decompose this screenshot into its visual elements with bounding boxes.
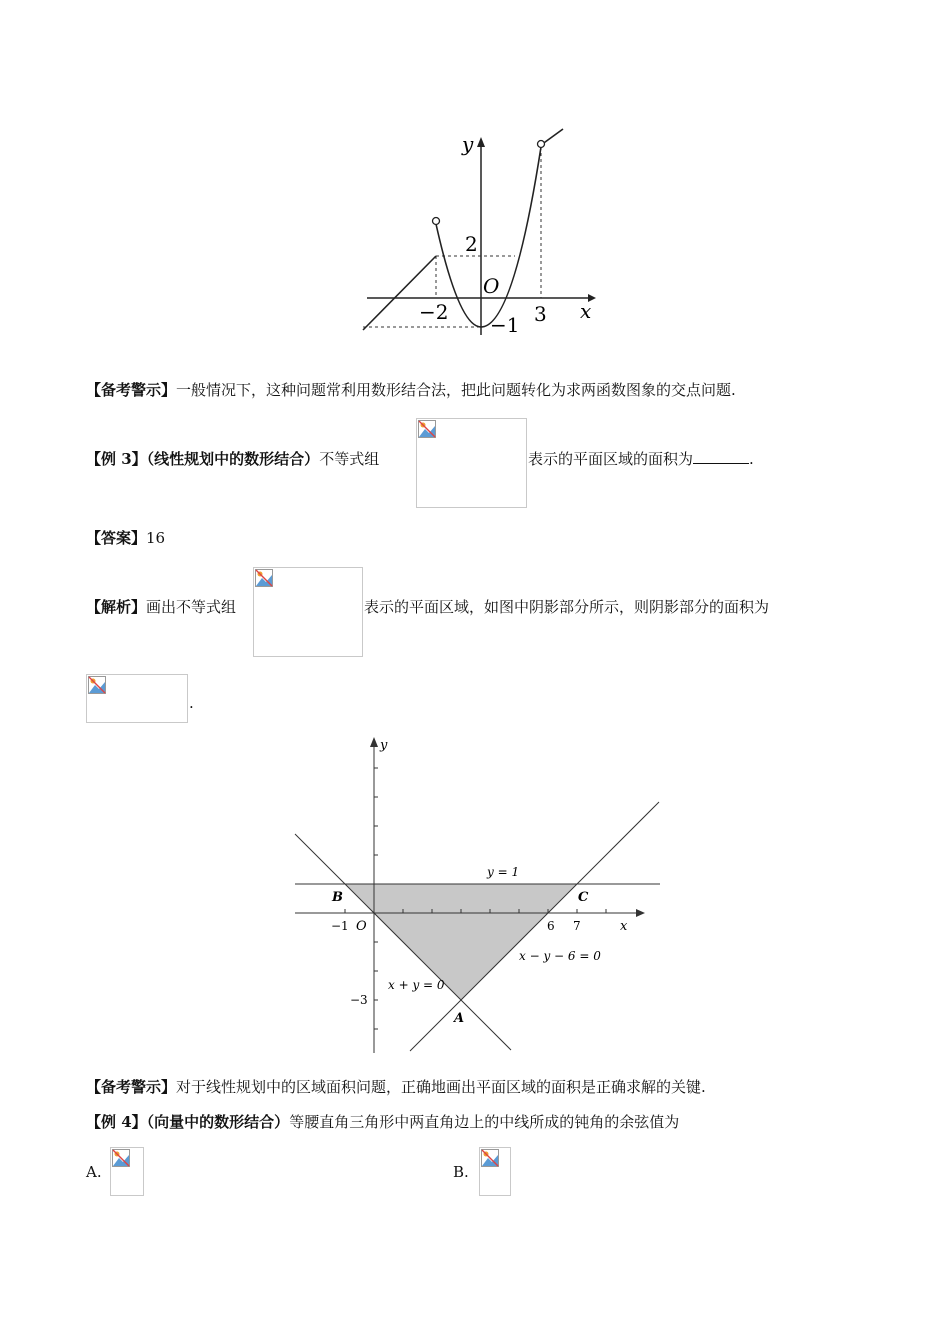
analysis-text-after: 表示的平面区域，如图中阴影部分所示，则阴影部分的面积为 <box>364 598 770 616</box>
analysis-continued <box>364 597 769 617</box>
example-3-continued <box>528 449 754 469</box>
tick-neg1: −1 <box>490 313 520 337</box>
exam-warning-2 <box>86 1077 706 1097</box>
line2-label: x + y = 0 <box>388 978 445 992</box>
answer-value: 16 <box>146 529 166 547</box>
x-axis-label: x <box>620 919 628 934</box>
open-point-right <box>538 141 545 148</box>
point-c-label: C <box>578 890 589 905</box>
broken-image-icon <box>418 420 436 438</box>
tick-7: 7 <box>573 919 581 933</box>
analysis <box>86 597 236 617</box>
broken-image-icon <box>255 569 273 587</box>
broken-image-icon <box>88 676 106 694</box>
feasible-region-figure <box>290 733 665 1058</box>
line1-label: x − y − 6 = 0 <box>519 949 601 963</box>
tick-neg3: −3 <box>350 993 368 1007</box>
warning-label: 【备考警示】 <box>86 1078 177 1096</box>
x-axis-label: x <box>580 299 592 323</box>
option-a-image <box>110 1147 144 1196</box>
answer-blank <box>693 449 749 464</box>
tick-2: 2 <box>465 232 478 256</box>
line-y1-label: y = 1 <box>487 865 520 879</box>
example-topic: （向量中的数形结合） <box>146 1113 290 1131</box>
tick-neg2: −2 <box>419 300 449 324</box>
example-topic: （线性规划中的数形结合） <box>146 450 320 468</box>
shaded-region <box>345 884 577 1000</box>
example-label: 【例 3】 <box>86 450 147 468</box>
origin-label: O <box>483 274 500 298</box>
y-axis-arrow <box>370 737 378 747</box>
analysis-label: 【解析】 <box>86 598 147 616</box>
tick-6: 6 <box>547 919 555 933</box>
tick-3: 3 <box>534 302 547 326</box>
example-4 <box>86 1112 679 1132</box>
example-3 <box>86 449 379 469</box>
parabola-piece <box>436 147 541 327</box>
origin-label: O <box>356 919 367 934</box>
y-axis-arrow <box>477 137 485 147</box>
warning-text: 一般情况下，这种问题常利用数形结合法，把此问题转化为求两函数图象的交点问题. <box>176 381 736 399</box>
y-axis-label: y <box>462 132 474 156</box>
broken-image-icon <box>112 1149 130 1167</box>
option-a-label: A. <box>86 1163 102 1181</box>
option-b-image <box>479 1147 511 1196</box>
exam-warning-1 <box>86 380 736 400</box>
example-end-period: . <box>749 450 754 468</box>
open-point-left <box>433 218 440 225</box>
warning-label: 【备考警示】 <box>86 381 177 399</box>
option-a <box>86 1162 102 1182</box>
y-axis-label: y <box>380 738 388 753</box>
tick-neg1: −1 <box>331 919 349 933</box>
warning-text: 对于线性规划中的区域面积问题，正确地画出平面区域的面积是正确求解的关键. <box>176 1078 706 1096</box>
analysis-text-before: 画出不等式组 <box>146 598 237 616</box>
inequality-system-image <box>416 418 527 508</box>
point-a-label: A <box>454 1011 465 1026</box>
function-graph-figure <box>355 125 600 340</box>
example-text-before: 不等式组 <box>319 450 380 468</box>
example-text-after: 表示的平面区域的面积为 <box>528 450 694 468</box>
analysis-end-period: . <box>189 694 194 712</box>
option-b <box>453 1162 469 1182</box>
broken-image-icon <box>481 1149 499 1167</box>
answer <box>86 528 165 548</box>
example-label: 【例 4】 <box>86 1113 147 1131</box>
point-b-label: B <box>332 890 343 905</box>
answer-label: 【答案】 <box>86 529 147 547</box>
x-axis-arrow <box>636 909 645 917</box>
option-b-label: B. <box>453 1163 469 1181</box>
example-text: 等腰直角三角形中两直角边上的中线所成的钝角的余弦值为 <box>289 1113 680 1131</box>
inequality-system-image-2 <box>253 567 363 657</box>
analysis-end <box>189 693 194 713</box>
area-formula-image <box>86 674 188 723</box>
